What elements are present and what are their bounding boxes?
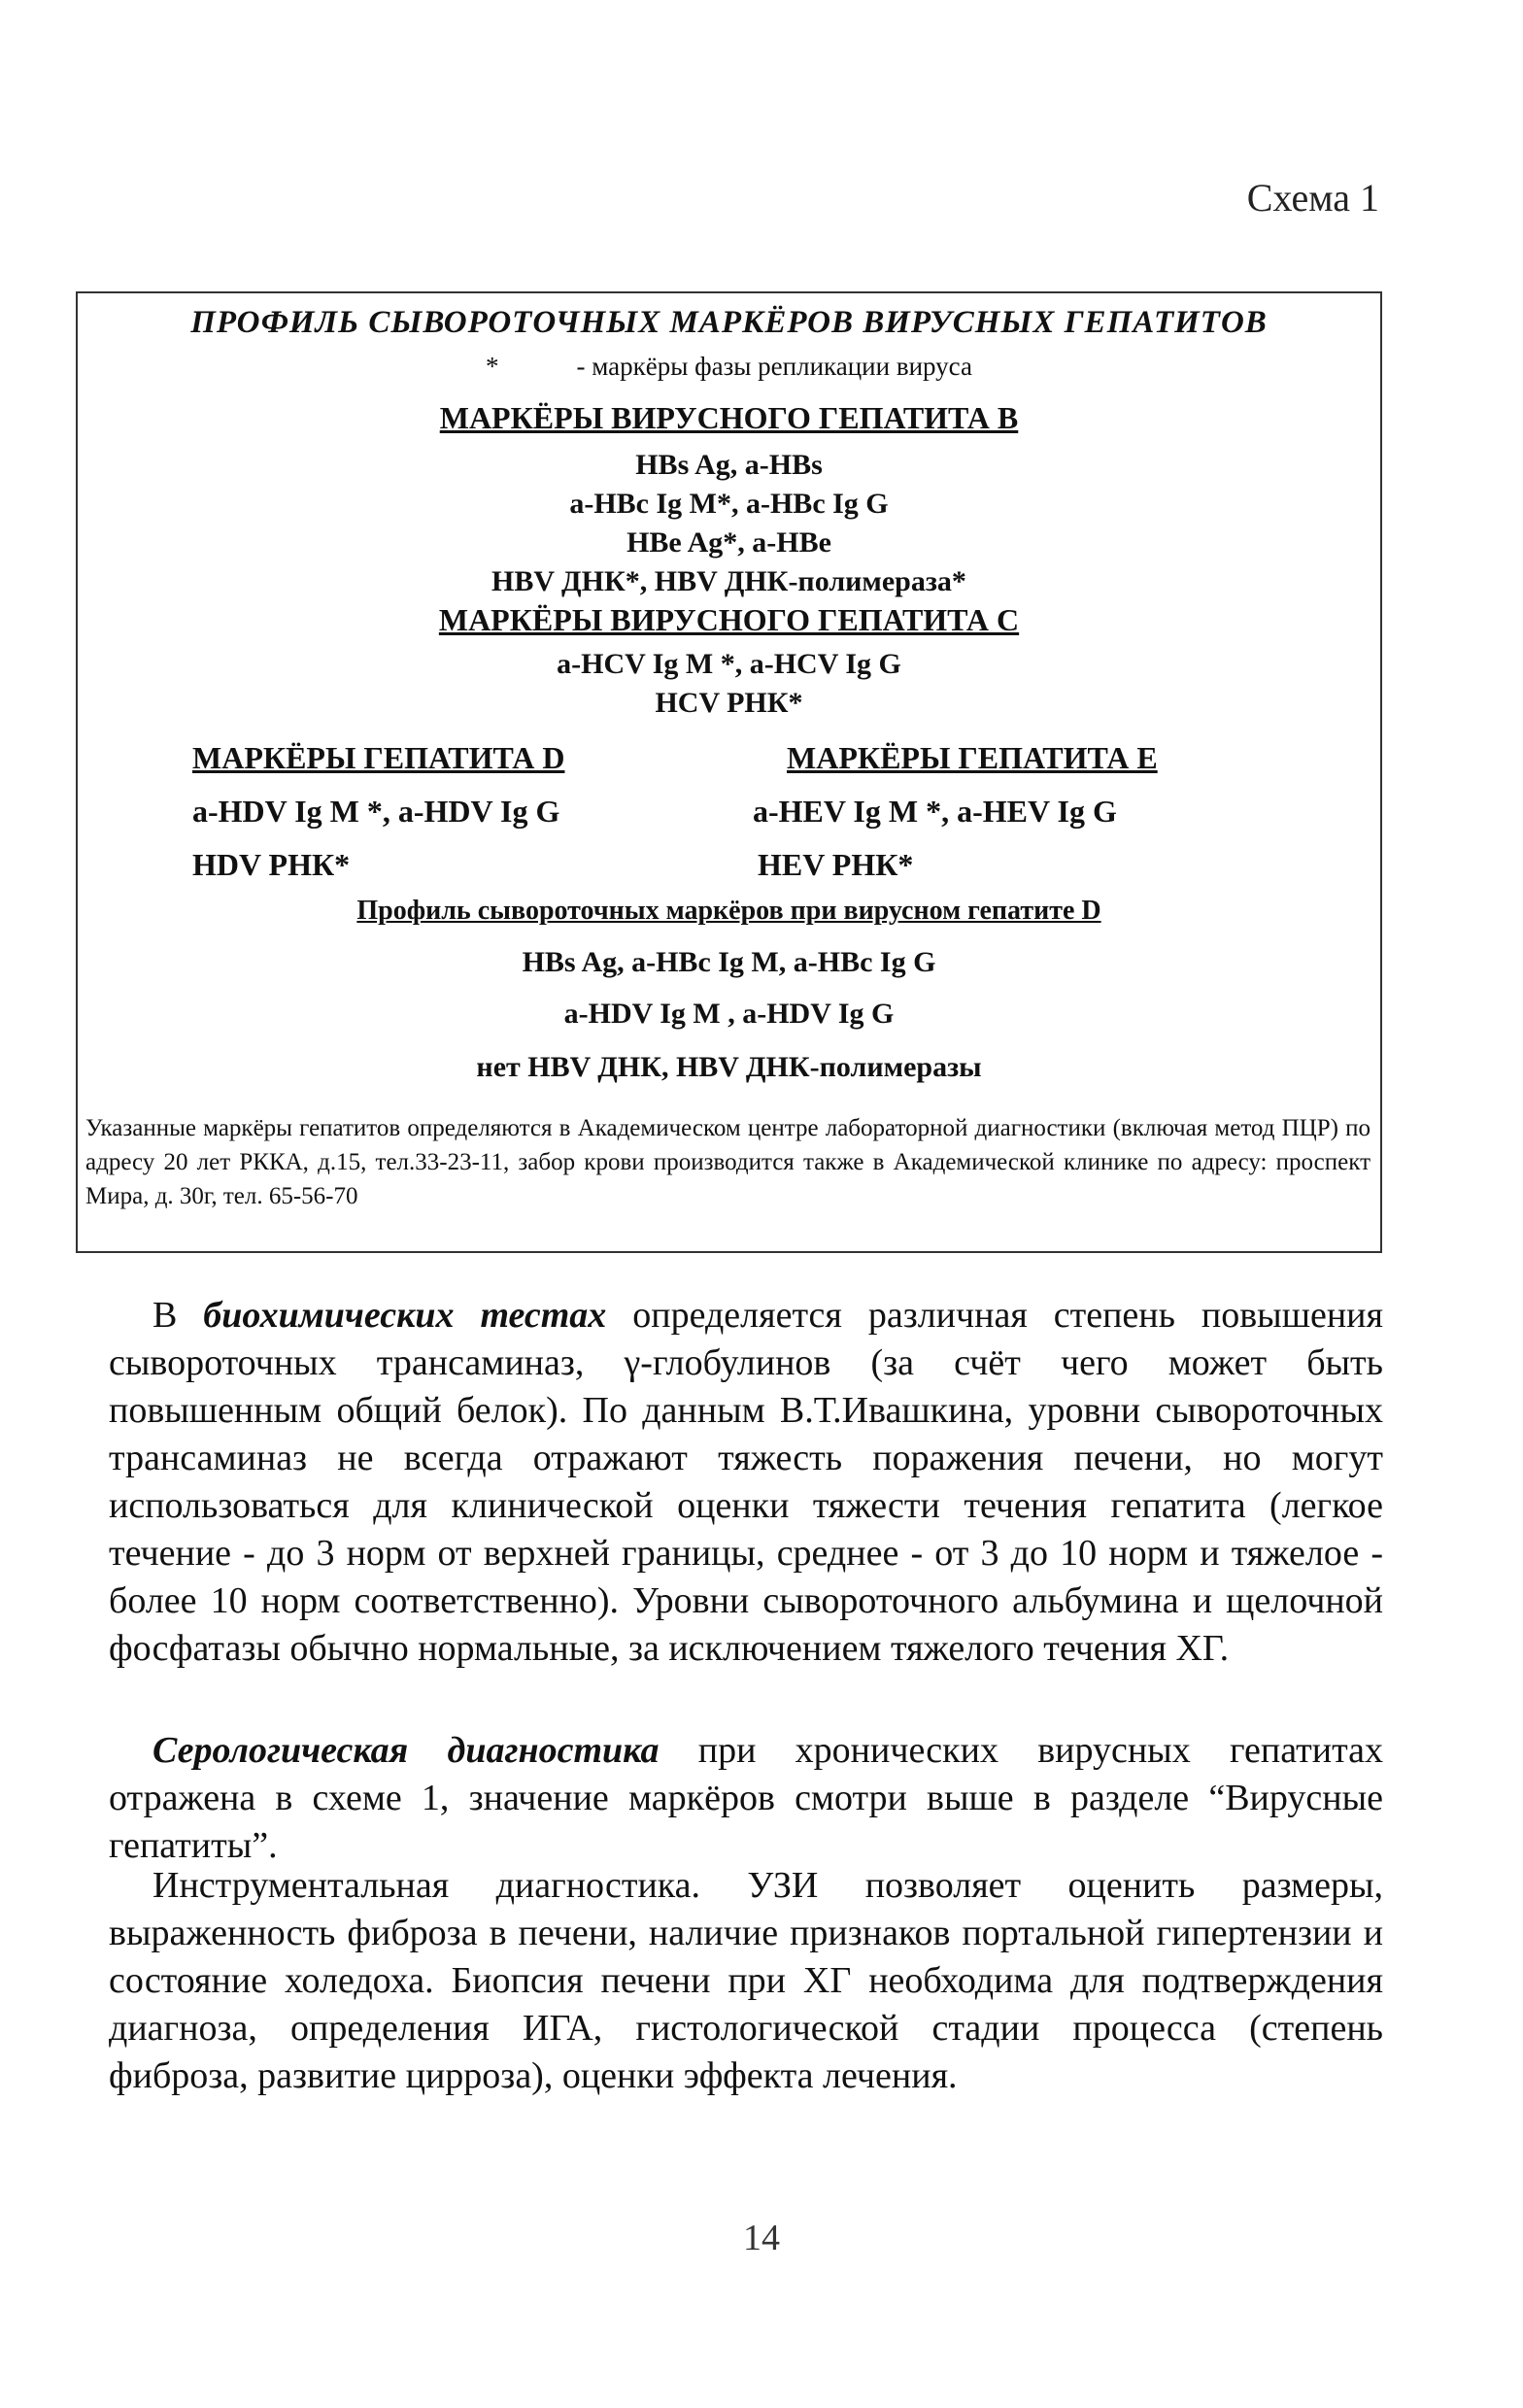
hep-e-heading: МАРКЁРЫ ГЕПАТИТА Е <box>787 740 1158 775</box>
legend-star: * <box>486 352 499 381</box>
scheme-title: ПРОФИЛЬ СЫВОРОТОЧНЫХ МАРКЁРОВ ВИРУСНЫХ ГЕПАТИТОВ <box>190 305 1268 340</box>
paragraph-serological <box>109 1727 1383 1870</box>
hep-b-line: HBe Ag*, a-HBe <box>626 526 831 559</box>
hep-b-line: HBs Ag, a-HBs <box>635 449 823 481</box>
paragraph-body: определяется различная степень повышения сывороточных трансаминаз, γ-глобулинов (за счёт чего может быть повышенным общий белок). По данным В.Т.Ивашкина, уровни сывороточных трансаминаз не всегда отражают тяжесть поражения печени, но могут использоваться для клинической оценки тяжести течения гепатита (легкое течение - до 3 норм от верхней границы, среднее - от 3 до 10 норм и тяжелое - более 10 норм соответственно). Уровни сывороточного альбумина и щелочной фосфатазы обычно нормальные, за исключением тяжелого течения ХГ. <box>109 1295 1383 1669</box>
profile-d-line: a-HDV Ig M , a-HDV Ig G <box>563 998 895 1030</box>
paragraph-body: при хронических вирусных гепатитах отражена в схеме 1, значение маркёров смотри выше в разделе “Вирусные гепатиты”. <box>109 1730 1384 1866</box>
hep-e-line: HEV РНК* <box>758 847 914 882</box>
hep-b-line: a-HBc Ig M*, a-HBc Ig G <box>569 488 889 520</box>
paragraph-lead: В <box>152 1295 204 1336</box>
term-biochemical-tests: биохимических тестах <box>203 1295 607 1336</box>
hep-e-line: a-HEV Ig M *, a-HEV Ig G <box>753 794 1117 829</box>
scheme-label: Схема 1 <box>1246 176 1379 220</box>
hep-d-heading: МАРКЁРЫ ГЕПАТИТА D <box>192 740 565 775</box>
profile-d-line: HBs Ag, a-HBc Ig M, a-HBc Ig G <box>522 946 936 978</box>
legend <box>78 352 1380 382</box>
term-serological-diagnostics: Серологическая диагностика <box>152 1730 660 1771</box>
hep-d-line: a-HDV Ig M *, a-HDV Ig G <box>192 794 560 829</box>
profile-d-heading: Профиль сывороточных маркёров при вирусном гепатите D <box>356 896 1101 926</box>
hep-b-line: HBV ДНК*, HBV ДНК-полимераза* <box>491 565 966 597</box>
lab-note: Указанные маркёры гепатитов определяются в Академическом центре лабораторной диагностики (включая метод ПЦР) по адресу 20 лет РККА, д.15, тел.33-23-11, забор крови производится также в Академической клинике по адресу: проспект Мира, д. 30г, тел. 65-56-70 <box>85 1115 1371 1209</box>
markers-scheme-box <box>76 291 1382 1253</box>
page-number: 14 <box>743 2218 780 2258</box>
paragraph-instrumental: Инструментальная диагностика. УЗИ позволяет оценить размеры, выраженность фиброза в печени, наличие признаков портальной гипертензии и состояние холедоха. Биопсия печени при ХГ необходима для подтверждения диагноза, определения ИГА, гистологической стадии процесса (степень фиброза, развитие цирроза), оценки эффекта лечения. <box>109 1865 1383 2096</box>
paragraph-biochemical <box>109 1292 1383 1673</box>
hep-c-line: HCV РНК* <box>655 687 803 719</box>
legend-text: - маркёры фазы репликации вируса <box>576 352 972 381</box>
hep-c-line: a-HCV Ig M *, a-HCV Ig G <box>557 648 901 680</box>
profile-d-line: нет HBV ДНК, HBV ДНК-полимеразы <box>476 1051 982 1083</box>
hep-d-line: HDV РНК* <box>192 847 351 882</box>
hep-c-heading: МАРКЁРЫ ВИРУСНОГО ГЕПАТИТА С <box>438 602 1020 637</box>
hep-b-heading: МАРКЁРЫ ВИРУСНОГО ГЕПАТИТА В <box>439 400 1019 435</box>
